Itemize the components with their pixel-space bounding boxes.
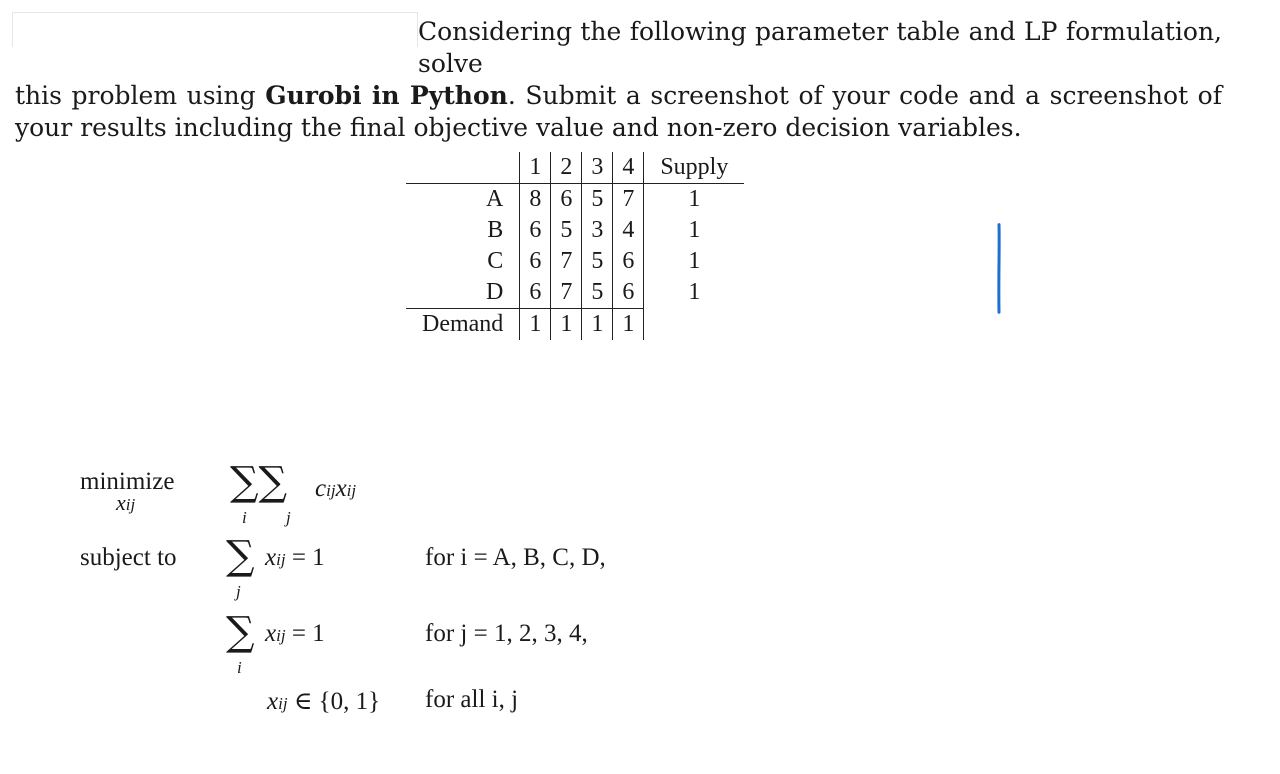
cost-cell: 4: [613, 215, 644, 246]
row-label-d: D: [485, 279, 504, 305]
intro-line-1: Considering the following parameter table and LP formulation, solve: [418, 17, 1222, 78]
parameter-table: [406, 152, 744, 340]
column-header-3: 3: [582, 152, 613, 184]
supply-cell: 1: [644, 184, 745, 216]
domain-condition: for all i, j: [425, 686, 519, 713]
supply-cell: 1: [644, 277, 745, 309]
constraint1-index: j: [236, 582, 241, 601]
constraint2-expression: xij = 1: [265, 620, 325, 647]
column-header-4: 4: [613, 152, 644, 184]
cost-cell: 6: [613, 246, 644, 277]
cost-cell: 5: [582, 277, 613, 309]
cost-cell: 5: [551, 215, 582, 246]
intro-line-2-start: this problem using: [15, 81, 266, 110]
demand-cell: 1: [520, 309, 551, 341]
cost-cell: 7: [551, 246, 582, 277]
cost-cell: 5: [582, 184, 613, 216]
intro-line-2-end: . Submit a screenshot of your code and a screenshot of your: [15, 81, 1222, 142]
intro-line-3: results including the final objective value and non-zero decision variables.: [80, 113, 1022, 142]
cost-cell: 6: [551, 184, 582, 216]
constraint1-sum: ∑: [226, 533, 255, 579]
demand-supply-blank: [644, 309, 745, 341]
constraint1-expression: xij = 1: [265, 544, 325, 571]
supply-cell: 1: [644, 215, 745, 246]
column-header-supply: Supply: [644, 152, 745, 184]
cost-cell: 6: [520, 277, 551, 309]
demand-row: [406, 309, 744, 341]
intro-bold-tool: Gurobi in Python: [265, 81, 508, 110]
row-label-c: C: [487, 248, 504, 274]
table-row: [406, 246, 744, 277]
row-label-a: A: [485, 186, 504, 212]
cost-cell: 7: [613, 184, 644, 216]
cost-cell: 3: [582, 215, 613, 246]
cost-cell: 6: [613, 277, 644, 309]
column-header-1: 1: [520, 152, 551, 184]
table-row: [406, 184, 744, 216]
cost-cell: 8: [520, 184, 551, 216]
table-row: [406, 215, 744, 246]
objective-sum: ∑∑: [230, 459, 288, 505]
pen-stroke-mark: [996, 194, 1002, 344]
row-label-b: B: [487, 217, 504, 243]
minimize-label: minimize: [80, 468, 175, 495]
instructions-paragraph: [15, 16, 1222, 144]
constraint1-condition: for i = A, B, C, D,: [425, 544, 606, 571]
column-header-2: 2: [551, 152, 582, 184]
table-row: [406, 277, 744, 309]
objective-index-i: i: [242, 508, 247, 527]
demand-cell: 1: [613, 309, 644, 341]
constraint2-sum: ∑: [226, 609, 255, 655]
constraint2-index: i: [237, 658, 242, 677]
table-corner-cell: [406, 152, 520, 184]
cost-cell: 7: [551, 277, 582, 309]
supply-cell: 1: [644, 246, 745, 277]
constraint2-condition: for j = 1, 2, 3, 4,: [425, 620, 588, 647]
cost-cell: 6: [520, 215, 551, 246]
demand-cell: 1: [582, 309, 613, 341]
domain-expression: xij ∈ {0, 1}: [267, 688, 381, 715]
cost-cell: 5: [582, 246, 613, 277]
subject-to-label: subject to: [80, 544, 177, 571]
table-header-row: [406, 152, 744, 184]
cost-cell: 6: [520, 246, 551, 277]
demand-cell: 1: [551, 309, 582, 341]
minimize-variable: xij: [116, 490, 136, 515]
objective-term: cijxij: [315, 475, 357, 502]
objective-index-j: j: [286, 508, 291, 527]
row-label-demand: Demand: [406, 309, 520, 341]
